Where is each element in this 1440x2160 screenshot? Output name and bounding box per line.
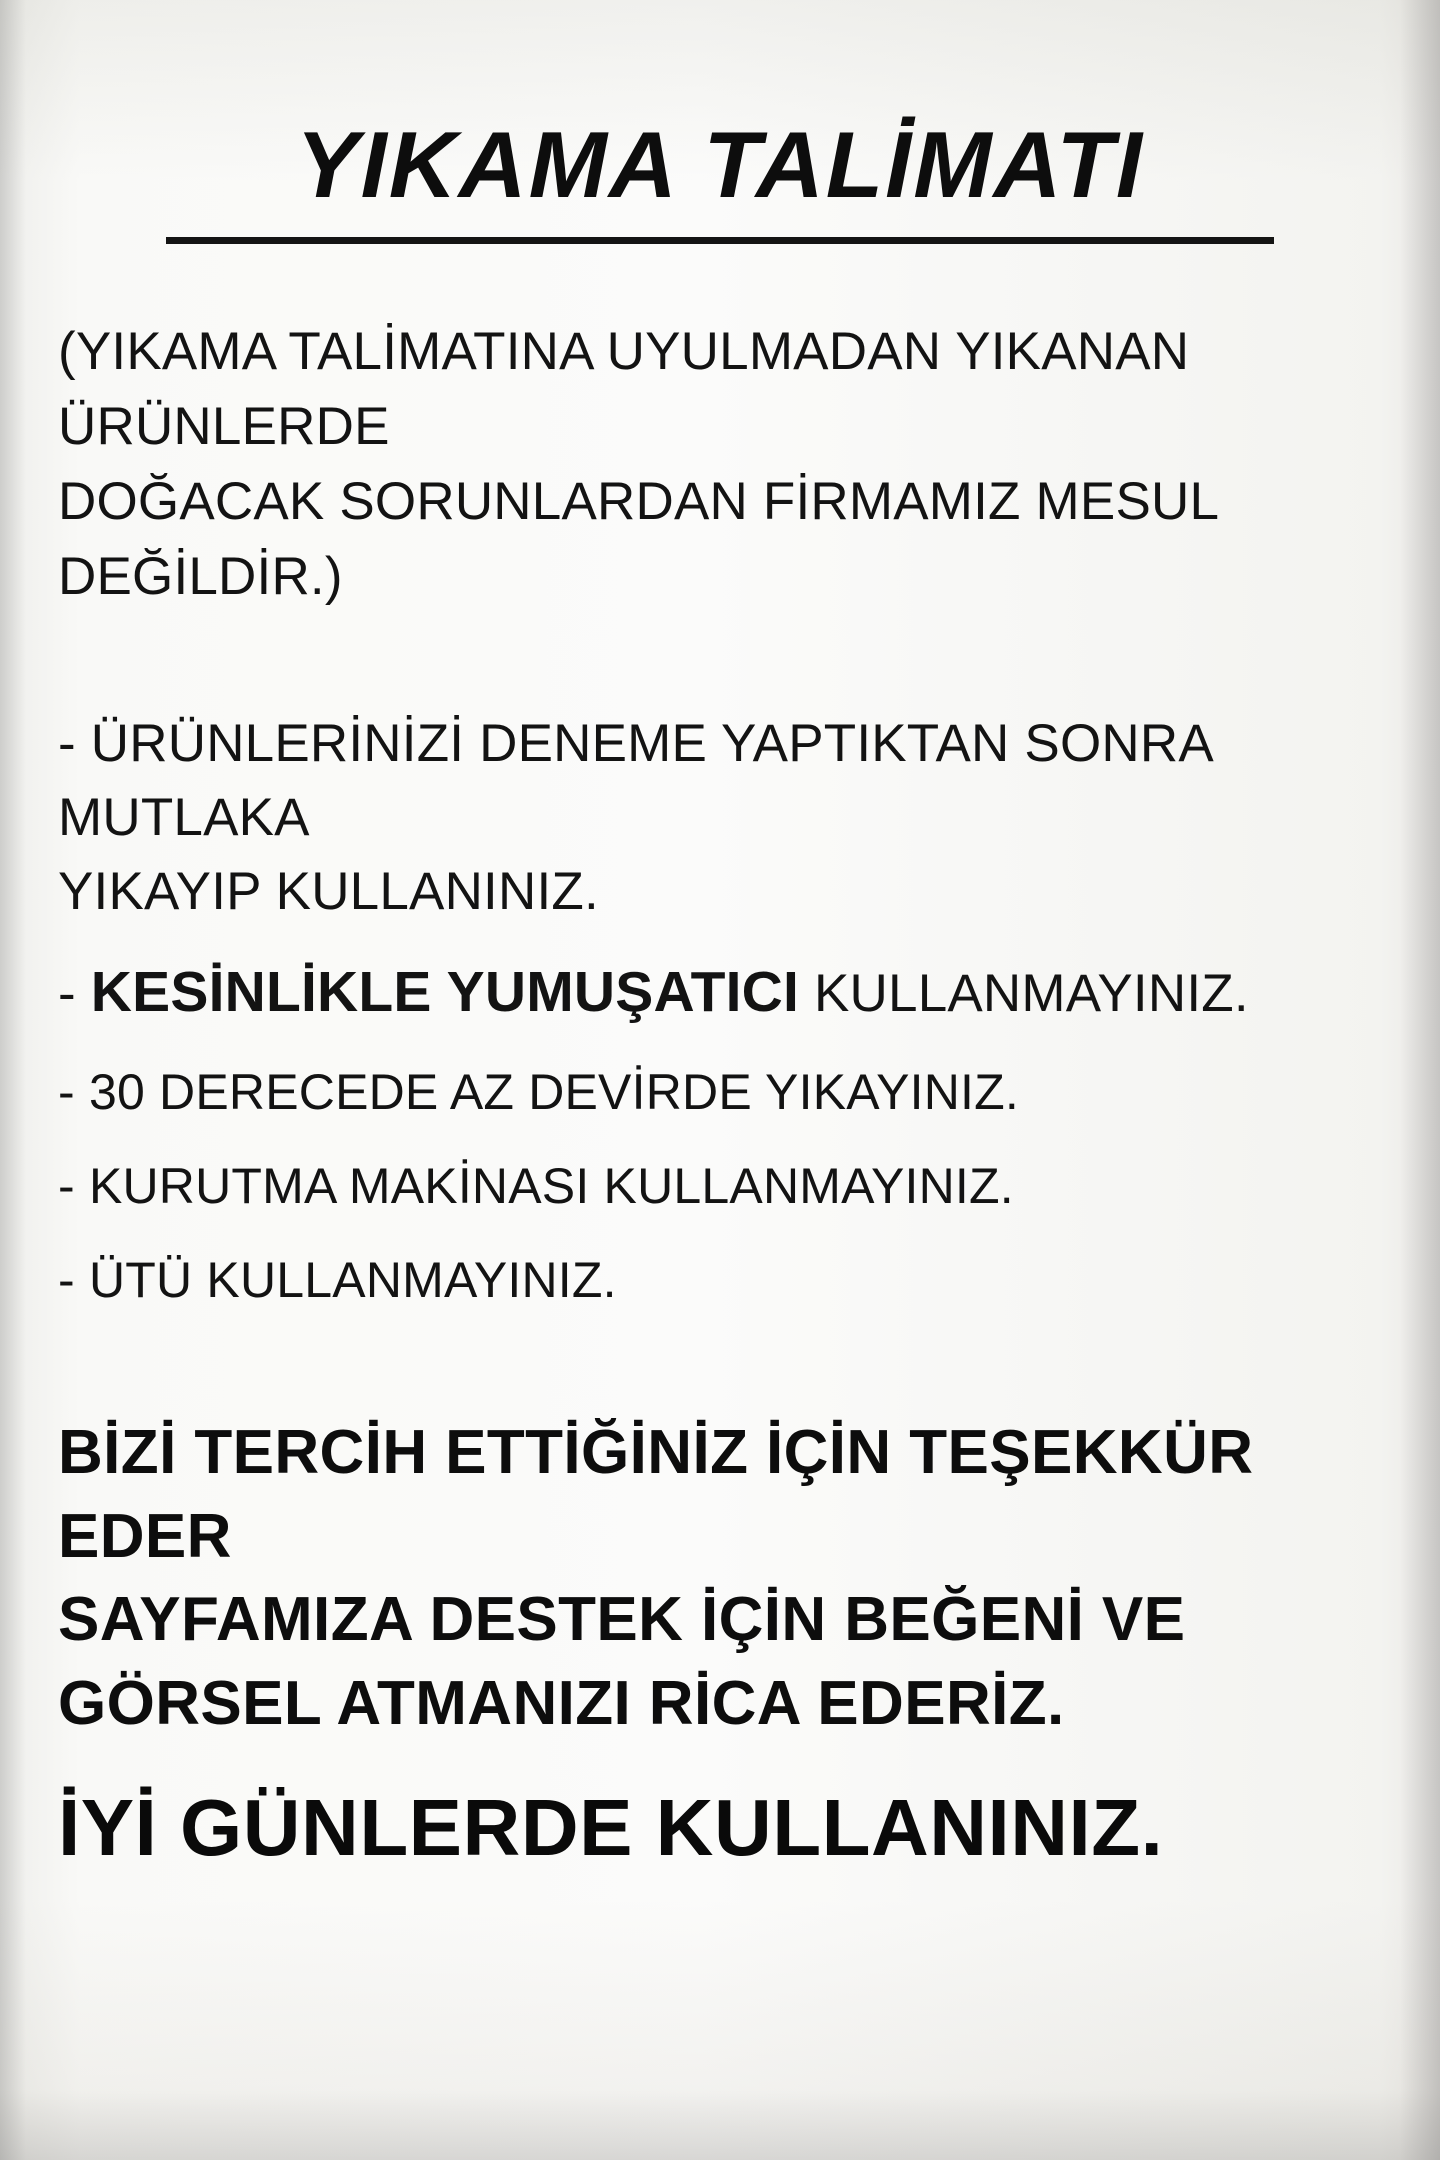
- disclaimer-paragraph: [58, 314, 1382, 615]
- closing-message: [58, 1411, 1382, 1746]
- disclaimer-line-1: (YIKAMA TALİMATINA UYULMADAN YIKANAN ÜRÜNLERDE: [58, 321, 1190, 456]
- instruction-line-1: - ÜTÜ KULLANMAYINIZ.: [58, 1252, 617, 1309]
- disclaimer-line-2: DOĞACAK SORUNLARDAN FİRMAMIZ MESUL DEĞİLDİR.): [58, 472, 1218, 607]
- closing-line-2: SAYFAMIZA DESTEK İÇİN BEĞENİ VE: [58, 1585, 1186, 1655]
- final-message: İYİ GÜNLERDE KULLANINIZ.: [58, 1782, 1164, 1872]
- instruction-line-1: - KURUTMA MAKİNASI KULLANMAYINIZ.: [58, 1158, 1014, 1215]
- paper-edge-shadow-left: [0, 0, 26, 2160]
- instruction-item-softener: [58, 953, 1382, 1033]
- title-underline: [166, 237, 1274, 244]
- paper-edge-shadow-bottom: [0, 2090, 1440, 2160]
- instruction-list: [58, 707, 1382, 1315]
- instruction-line-1: - 30 DERECEDE AZ DEVİRDE YIKAYINIZ.: [58, 1064, 1019, 1121]
- instruction-line-1: - ÜRÜNLERİNİZİ DENEME YAPTIKTAN SONRA MUTLAKA: [58, 713, 1211, 847]
- instruction-item-dryer: [58, 1151, 1382, 1221]
- paper-edge-shadow-right: [1400, 0, 1440, 2160]
- closing-line-1: BİZİ TERCİH ETTİĞİNİZ İÇİN TEŞEKKÜR EDER: [58, 1418, 1254, 1571]
- instruction-item-temperature: [58, 1057, 1382, 1127]
- instruction-item: [58, 707, 1382, 930]
- instruction-emphasis: KESİNLİKLE YUMUŞATICI: [90, 960, 800, 1025]
- title-block: [58, 0, 1382, 244]
- instruction-prefix: -: [58, 964, 91, 1024]
- closing-line-3: GÖRSEL ATMANIZI RİCA EDERİZ.: [58, 1669, 1065, 1739]
- instruction-suffix: KULLANMAYINIZ.: [799, 964, 1249, 1024]
- instruction-item-iron: [58, 1245, 1382, 1315]
- page-title: YIKAMA TALİMATI: [295, 112, 1144, 217]
- instruction-line-2: YIKAYIP KULLANINIZ.: [58, 862, 599, 922]
